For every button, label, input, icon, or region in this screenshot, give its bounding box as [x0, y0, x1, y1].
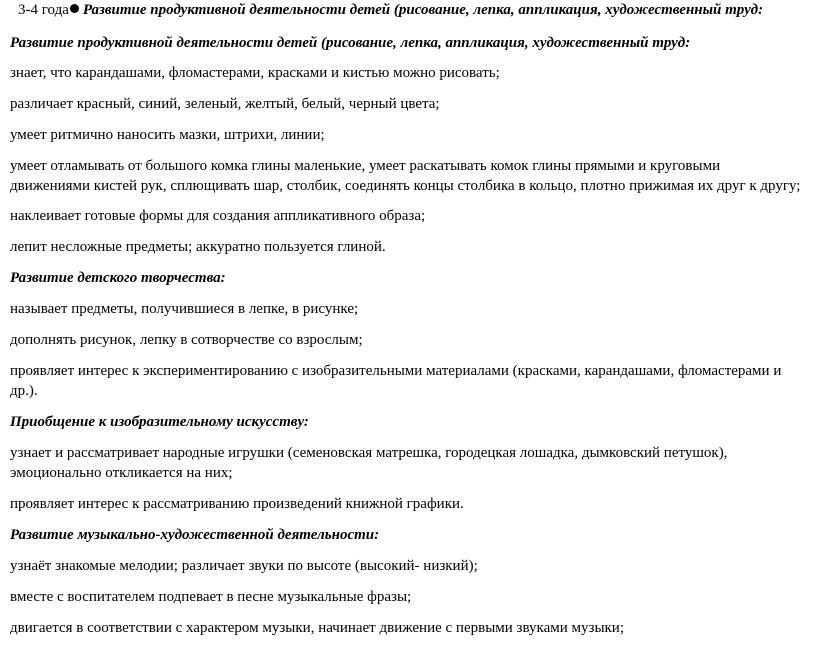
text-line: движениями кистей рук, сплющивать шар, столбик, соединять концы столбика в кольцо, плотно прижимая их друг к другу; [10, 178, 801, 194]
text-line: двигается в соответствии с характером музыки, начинает движение с первыми звуками музыки; [10, 620, 625, 636]
text-line: знает, что карандашами, фломастерами, красками и кистью можно рисовать; [10, 65, 500, 81]
text-line: наклеивает готовые формы для создания аппликативного образа; [10, 208, 426, 224]
text-line: узнаёт знакомые мелодии; различает звуки по высоте (высокий- низкий); [10, 558, 478, 574]
text-line: вместе с воспитателем подпевает в песне музыкальные фразы; [10, 589, 412, 605]
section-heading-music: Развитие музыкально-художественной деятельности: [10, 527, 380, 543]
text-line: называет предметы, получившиеся в лепке, в рисунке; [10, 301, 359, 317]
text-line: проявляет интерес к экспериментированию с изобразительными материалами (красками, карандашами, фломастерами и [10, 363, 782, 379]
top-heading: Развитие продуктивной деятельности детей (рисование, лепка, аппликация, художественный труд: [82, 2, 764, 18]
text-line: проявляет интерес к рассматриванию произведений книжной графики. [10, 496, 464, 512]
age-label: 3-4 года [18, 2, 69, 18]
text-line: узнает и рассматривает народные игрушки (семеновская матрешка, городецкая лошадка, дымковский петушок), [10, 445, 728, 461]
section-heading-productive: Развитие продуктивной деятельности детей (рисование, лепка, аппликация, художественный труд: [10, 35, 691, 51]
text-line: лепит несложные предметы; аккуратно пользуется глиной. [10, 239, 386, 255]
text-line: дополнять рисунок, лепку в сотворчестве со взрослым; [10, 332, 363, 348]
text-line: умеет ритмично наносить мазки, штрихи, линии; [10, 127, 325, 143]
section-heading-art: Приобщение к изобразительному искусству: [10, 414, 309, 430]
text-line: эмоционально откликается на них; [10, 465, 233, 481]
text-line: умеет отламывать от большого комка глины маленькие, умеет раскатывать комок глины прямыми и круговыми [10, 158, 721, 174]
text-line: различает красный, синий, зеленый, желтый, белый, черный цвета; [10, 96, 440, 112]
section-heading-creativity: Развитие детского творчества: [10, 270, 226, 286]
text-line: др.). [10, 383, 38, 399]
top-line [18, 0, 763, 20]
bullet-icon [70, 4, 79, 13]
